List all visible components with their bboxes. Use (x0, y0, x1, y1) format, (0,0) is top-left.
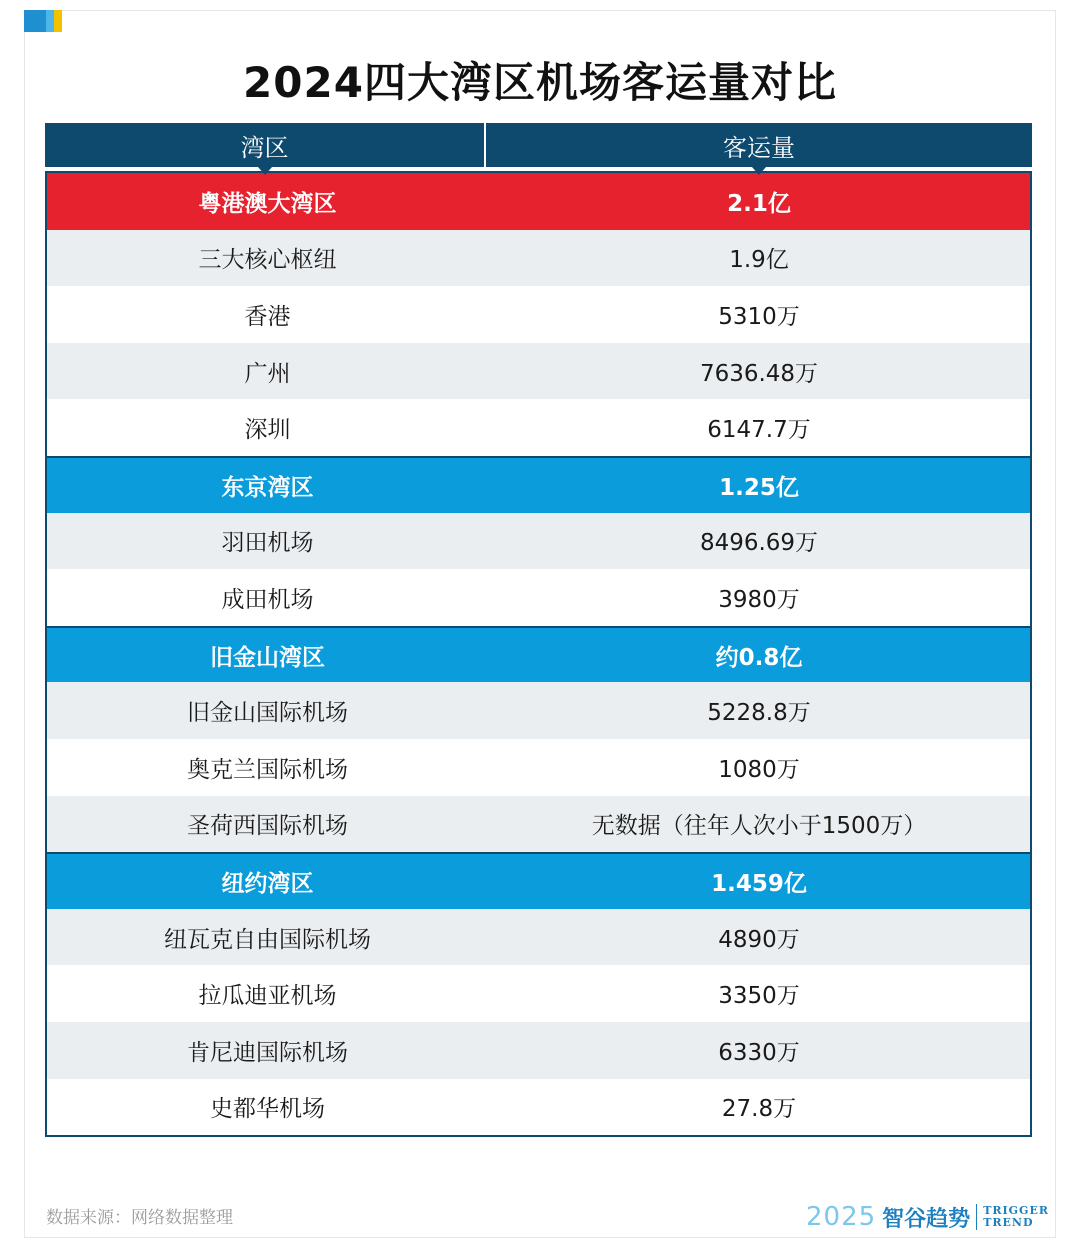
brand-year: 2025 (806, 1202, 877, 1232)
row-traffic-value: 1080万 (718, 756, 800, 783)
row-region-name: 拉瓜迪亚机场 (198, 983, 337, 1010)
row-traffic-value: 1.25亿 (719, 474, 799, 501)
header-caret-icon (752, 167, 766, 175)
row-region-name: 广州 (244, 360, 291, 387)
row-traffic-value: 无数据（往年人次小于1500万） (591, 813, 927, 840)
row-traffic-value: 27.8万 (721, 1096, 797, 1123)
header-region (45, 123, 486, 167)
row-traffic-value: 8496.69万 (699, 530, 819, 557)
table-row (47, 230, 1030, 287)
table-row (47, 909, 1030, 966)
row-traffic-value: 2.1亿 (727, 190, 791, 217)
table-row (47, 399, 1030, 456)
row-region-name: 史都华机场 (210, 1096, 325, 1123)
table-header (45, 123, 1032, 167)
row-region-name: 纽瓦克自由国际机场 (164, 926, 371, 953)
table-group-row (47, 456, 1030, 513)
table-row (47, 286, 1030, 343)
table-row (47, 739, 1030, 796)
row-region-name: 旧金山国际机场 (187, 700, 348, 727)
row-traffic-value: 5310万 (718, 303, 800, 330)
brand-english-line-1: TRIGGER (983, 1204, 1049, 1217)
row-region-name: 纽约湾区 (221, 870, 314, 897)
row-region-name: 旧金山湾区 (210, 644, 325, 671)
brand-english-line-2: TREND (983, 1216, 1034, 1229)
brand-logo (806, 1200, 1049, 1234)
row-region-name: 三大核心枢纽 (198, 247, 337, 274)
row-traffic-value: 3980万 (718, 586, 800, 613)
brand-name: 智谷趋势 (882, 1205, 971, 1232)
row-region-name: 粤港澳大湾区 (198, 190, 337, 217)
row-region-name: 香港 (244, 303, 291, 330)
data-table (45, 123, 1032, 1137)
header-traffic (486, 123, 1032, 167)
header-traffic-label: 客运量 (723, 133, 795, 162)
row-region-name: 成田机场 (221, 586, 314, 613)
row-region-name: 奥克兰国际机场 (187, 756, 348, 783)
row-traffic-value: 4890万 (718, 926, 800, 953)
row-region-name: 圣荷西国际机场 (187, 813, 348, 840)
row-traffic-value: 7636.48万 (699, 360, 819, 387)
row-traffic-value: 3350万 (718, 983, 800, 1010)
table-row (47, 343, 1030, 400)
data-source: 数据来源：网络数据整理 (46, 1208, 233, 1228)
header-region-label: 湾区 (240, 133, 289, 162)
row-traffic-value: 6147.7万 (707, 417, 811, 444)
brand-english (983, 1205, 1049, 1229)
row-traffic-value: 5228.8万 (707, 700, 811, 727)
corner-logo-mark (24, 10, 62, 32)
row-region-name: 羽田机场 (221, 530, 314, 557)
row-traffic-value: 6330万 (718, 1039, 800, 1066)
row-region-name: 东京湾区 (221, 474, 314, 501)
table-row (47, 1079, 1030, 1136)
header-caret-icon (258, 167, 272, 175)
table-group-row (47, 173, 1030, 230)
table-row (47, 796, 1030, 853)
table-row (47, 569, 1030, 626)
table-group-row (47, 626, 1030, 683)
table-row (47, 965, 1030, 1022)
brand-divider (976, 1204, 977, 1230)
row-traffic-value: 1.459亿 (711, 870, 807, 897)
row-region-name: 深圳 (244, 417, 291, 444)
table-row (47, 513, 1030, 570)
table-row (47, 1022, 1030, 1079)
table-body (45, 171, 1032, 1137)
table-group-row (47, 852, 1030, 909)
table-row (47, 682, 1030, 739)
row-traffic-value: 1.9亿 (729, 247, 789, 274)
row-region-name: 肯尼迪国际机场 (187, 1039, 348, 1066)
row-traffic-value: 约0.8亿 (715, 644, 803, 671)
page-title: 2024四大湾区机场客运量对比 (243, 58, 837, 107)
